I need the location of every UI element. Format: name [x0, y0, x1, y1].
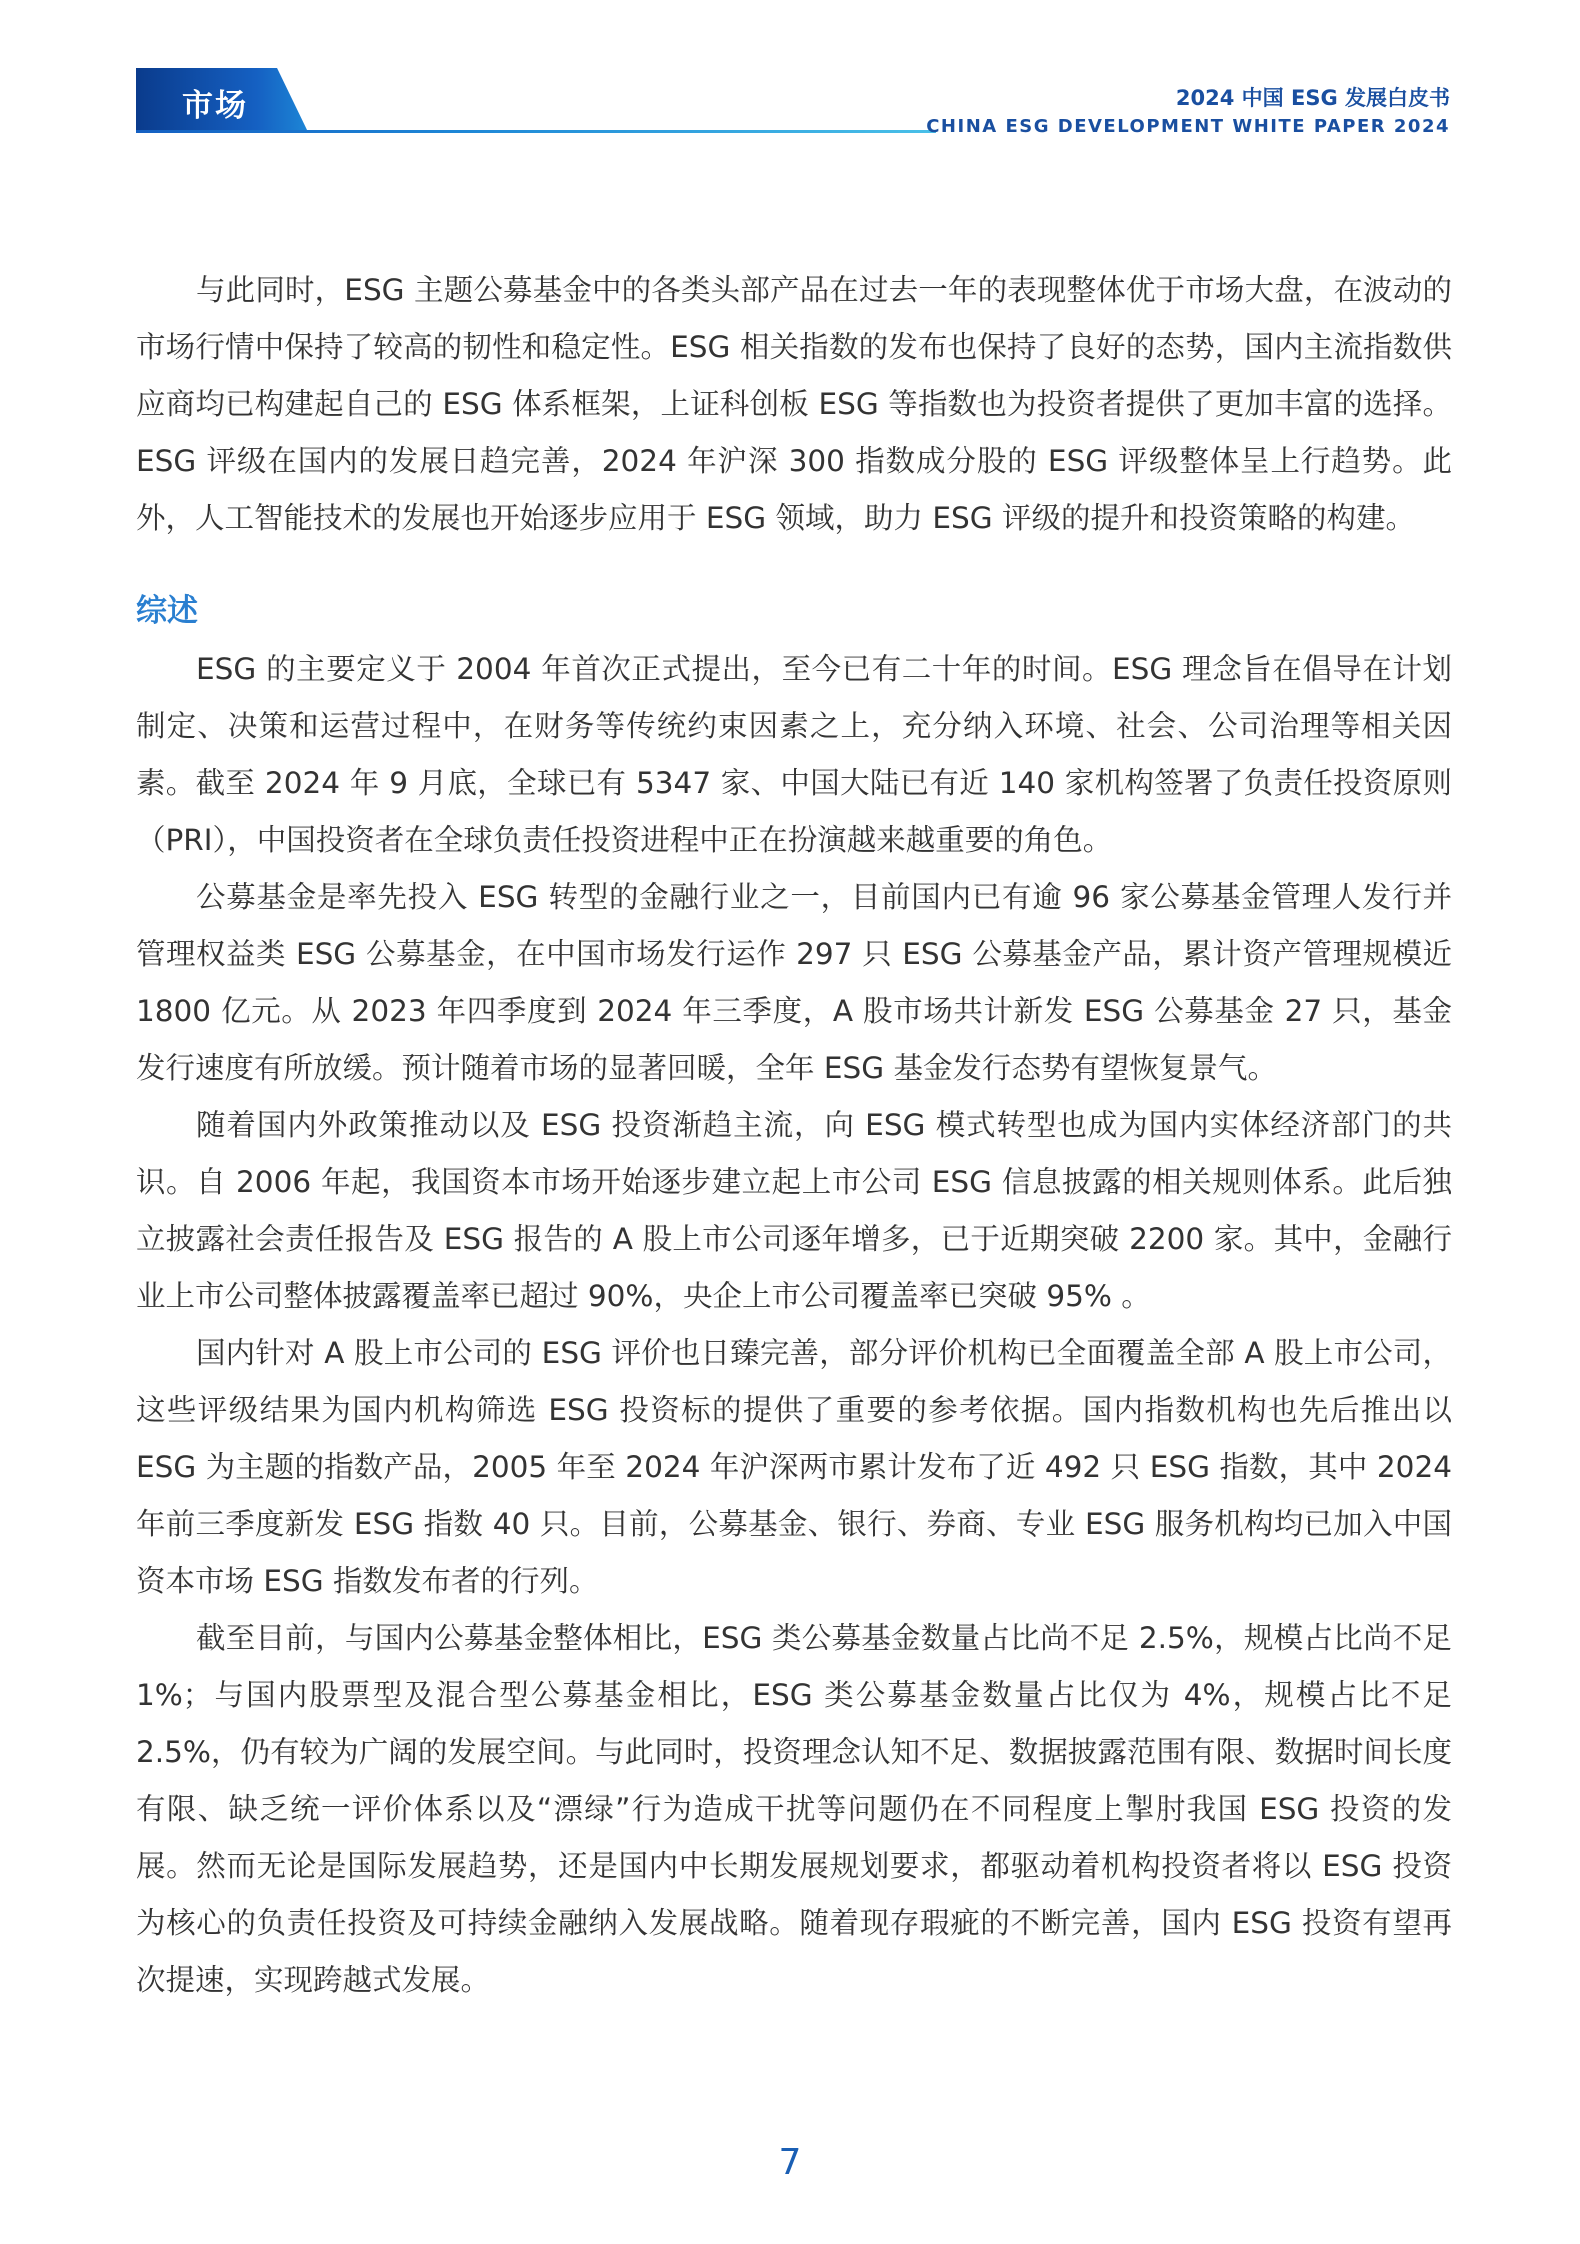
main-content — [136, 262, 1452, 2009]
body-paragraph-4: 国内针对 A 股上市公司的 ESG 评价也日臻完善，部分评价机构已全面覆盖全部 A 股上市公司，这些评级结果为国内机构筛选 ESG 投资标的提供了重要的参考依据。国内指数机构也先后推出以 ESG 为主题的指数产品，2005 年至 2024 年沪深两市累计发布了近 492 只 ESG 指数，其中 2024 年前三季度新发 ESG 指数 40 只。目前，公募基金、银行、券商、专业 ESG 服务机构均已加入中国资本市场 ESG 指数发布者的行列。 — [136, 1336, 1452, 1598]
body-paragraph-5: 截至目前，与国内公募基金整体相比，ESG 类公募基金数量占比尚不足 2.5%，规模占比尚不足 1%；与国内股票型及混合型公募基金相比，ESG 类公募基金数量占比仅为 4%，规模占比不足 2.5%，仍有较为广阔的发展空间。与此同时，投资理念认知不足、数据披露范围有限、数据时间长度有限、缺乏统一评价体系以及“漂绿”行为造成干扰等问题仍在不同程度上掣肘我国 ESG 投资的发展。然而无论是国际发展趋势，还是国内中长期发展规划要求，都驱动着机构投资者将以 ESG 投资为核心的负责任投资及可持续金融纳入发展战略。随着现存瑕疵的不断完善，国内 ESG 投资有望再次提速，实现跨越式发展。 — [136, 1621, 1452, 1997]
body-paragraph-3: 随着国内外政策推动以及 ESG 投资渐趋主流，向 ESG 模式转型也成为国内实体经济部门的共识。自 2006 年起，我国资本市场开始逐步建立起上市公司 ESG 信息披露的相关规则体系。此后独立披露社会责任报告及 ESG 报告的 A 股上市公司逐年增多，已于近期突破 2200 家。其中，金融行业上市公司整体披露覆盖率已超过 90%，央企上市公司覆盖率已突破 95% 。 — [136, 1108, 1452, 1313]
intro-paragraph: 与此同时，ESG 主题公募基金中的各类头部产品在过去一年的表现整体优于市场大盘，在波动的市场行情中保持了较高的韧性和稳定性。ESG 相关指数的发布也保持了良好的态势，国内主流指数供应商均已构建起自己的 ESG 体系框架，上证科创板 ESG 等指数也为投资者提供了更加丰富的选择。ESG 评级在国内的发展日趋完善，2024 年沪深 300 指数成分股的 ESG 评级整体呈上行趋势。此外，人工智能技术的发展也开始逐步应用于 ESG 领域，助力 ESG 评级的提升和投资策略的构建。 — [136, 273, 1452, 535]
document-title-en: CHINA ESG DEVELOPMENT WHITE PAPER 2024 — [926, 116, 1450, 137]
body-paragraph-1: ESG 的主要定义于 2004 年首次正式提出，至今已有二十年的时间。ESG 理念旨在倡导在计划制定、决策和运营过程中，在财务等传统约束因素之上，充分纳入环境、社会、公司治理等相关因素。截至 2024 年 9 月底，全球已有 5347 家、中国大陆已有近 140 家机构签署了负责任投资原则（PRI），中国投资者在全球负责任投资进程中正在扮演越来越重要的角色。 — [136, 652, 1452, 857]
section-label: 市场 — [182, 88, 248, 124]
page-header — [0, 0, 1580, 140]
section-heading: 综述 — [136, 593, 198, 629]
page-number: 7 — [778, 2142, 802, 2183]
header-rule — [136, 130, 936, 133]
body-paragraph-2: 公募基金是率先投入 ESG 转型的金融行业之一，目前国内已有逾 96 家公募基金管理人发行并管理权益类 ESG 公募基金，在中国市场发行运作 297 只 ESG 公募基金产品，累计资产管理规模近 1800 亿元。从 2023 年四季度到 2024 年三季度，A 股市场共计新发 ESG 公募基金 27 只，基金发行速度有所放缓。预计随着市场的显著回暖，全年 ESG 基金发行态势有望恢复景气。 — [136, 880, 1452, 1085]
document-title-cn: 2024 中国 ESG 发展白皮书 — [1175, 86, 1450, 110]
